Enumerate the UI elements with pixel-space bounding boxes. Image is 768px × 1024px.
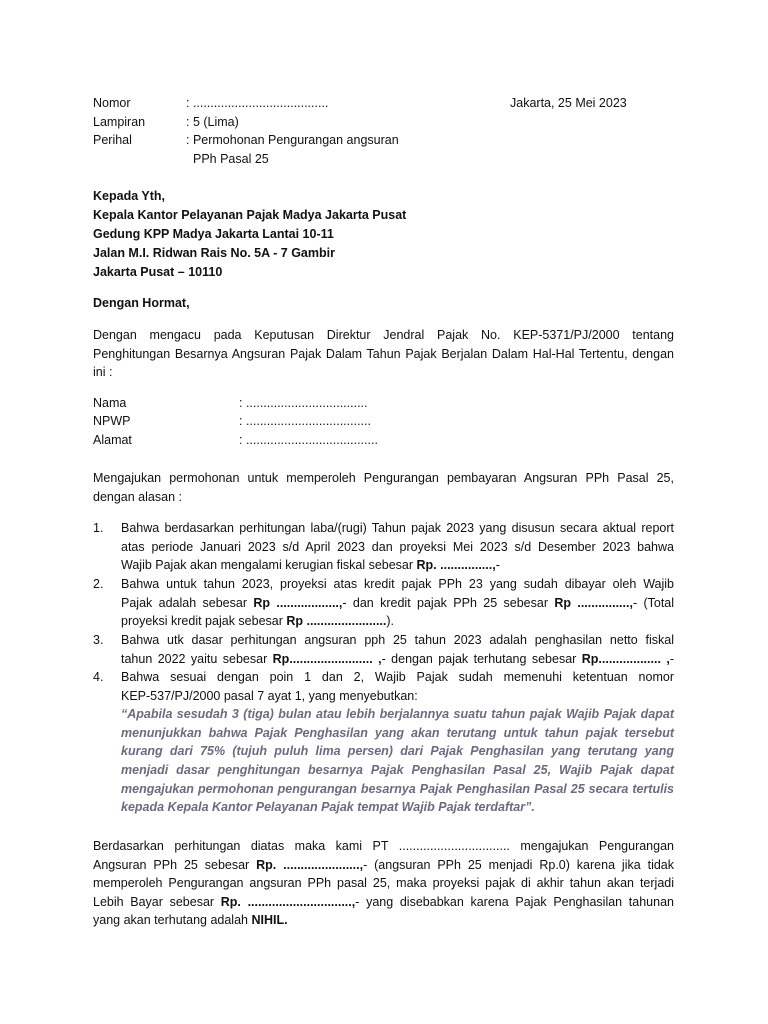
text: - xyxy=(669,651,674,666)
quote-line: “Apabila sesudah 3 (tiga) bulan atau lebih berjalannya suatu tahun pajak Wajib Pajak dapat xyxy=(121,707,674,722)
recipient-line: Kepala Kantor Pelayanan Pajak Madya Jakarta Pusat xyxy=(93,208,407,222)
intro-line: ini : xyxy=(93,365,113,380)
quote-line: menunjukkan bahwa Pajak Penghasilan yang akan terutang untuk tahun pajak tersebut xyxy=(121,725,674,740)
closing-line xyxy=(93,911,674,930)
closing-line xyxy=(93,893,674,912)
list-body xyxy=(121,575,674,631)
amount-blank: Rp .................., xyxy=(253,595,343,610)
reason-line: KEP-537/PJ/2000 pasal 7 ayat 1, yang menyebutkan: xyxy=(121,688,418,703)
quote-line: kepada Kepala Kantor Pelayanan Pajak tempat Wajib Pajak terdaftar”. xyxy=(121,800,535,815)
text: Lebih Bayar sebesar xyxy=(93,894,221,909)
text: Pajak adalah sebesar xyxy=(121,595,254,610)
field-value: : ...................................... xyxy=(239,433,378,447)
list-number: 3. xyxy=(93,633,104,647)
list-body xyxy=(121,631,674,668)
header-label: Nomor xyxy=(93,96,131,110)
field-label: NPWP xyxy=(93,414,131,428)
quote-line: kurang dari 75% (tujuh puluh lima persen) dari Pajak Penghasilan yang terutang yang xyxy=(121,744,674,759)
reason-line xyxy=(121,612,674,631)
header-value: : ....................................... xyxy=(186,96,329,110)
text: yang akan terhutang adalah xyxy=(93,913,252,928)
field-label: Nama xyxy=(93,396,127,410)
amount-blank: Rp........................ , xyxy=(272,651,382,666)
closing-line: memperoleh Pengurangan angsuran PPh pasal 25, maka proyeksi pajak di akhir tahun akan terjadi xyxy=(93,876,674,891)
reason-line: Bahwa berdasarkan perhitungan laba/(rugi) Tahun pajak 2023 yang disusun secara aktual report xyxy=(121,521,674,535)
text: ). xyxy=(386,614,395,629)
intro-line: Dengan mengacu pada Keputusan Direktur Jendral Pajak No. KEP-5371/PJ/2000 tentang xyxy=(93,328,674,342)
salutation: Dengan Hormat, xyxy=(93,296,190,310)
amount-blank: Rp. ......................, xyxy=(256,857,364,872)
reason-line xyxy=(121,556,674,575)
amount-blank: Rp. .............................., xyxy=(220,894,356,909)
request-line: Mengajukan permohonan untuk memperoleh Pengurangan pembayaran Angsuran PPh Pasal 25, xyxy=(93,471,674,485)
field-value: : ................................... xyxy=(239,396,368,410)
header-value: : 5 (Lima) xyxy=(186,115,239,129)
header-label: Perihal xyxy=(93,133,132,147)
intro-paragraph xyxy=(93,326,674,382)
list-number: 2. xyxy=(93,577,104,591)
closing-paragraph xyxy=(93,837,674,930)
recipient-line: Jakarta Pusat – 10110 xyxy=(93,265,223,279)
field-value: : .................................... xyxy=(239,414,371,428)
closing-line xyxy=(93,856,674,875)
amount-blank: Rp ....................... xyxy=(286,614,387,629)
text: - dengan pajak terhutang sebesar xyxy=(381,651,582,666)
amount-blank: Rp. ..............., xyxy=(416,558,496,573)
text: - xyxy=(495,558,500,573)
closing-line: Berdasarkan perhitungan diatas maka kami PT ................................ mengajukan Pengurangan xyxy=(93,839,674,853)
amount-blank: Rp ..............., xyxy=(554,595,633,610)
list-body xyxy=(121,668,674,817)
text: - (Total xyxy=(632,595,675,610)
text: - dan kredit pajak PPh 25 sebesar xyxy=(342,595,555,610)
text: Wajib Pajak akan mengalami kerugian fiskal sebesar xyxy=(121,558,417,573)
reason-line: atas periode Januari 2023 s/d April 2023 dan proyeksi Mei 2023 s/d Desember 2023 bahwa xyxy=(121,539,674,554)
reason-line xyxy=(121,594,674,613)
recipient-line: Kepada Yth, xyxy=(93,189,166,203)
nihil-text: NIHIL. xyxy=(251,913,288,928)
perihal-continuation: PPh Pasal 25 xyxy=(193,152,269,166)
header-value: : Permohonan Pengurangan angsuran xyxy=(186,133,399,147)
recipient-line: Gedung KPP Madya Jakarta Lantai 10-11 xyxy=(93,227,334,241)
request-line: dengan alasan : xyxy=(93,489,182,504)
text: - yang disebabkan karena Pajak Penghasilan tahunan xyxy=(355,894,674,909)
recipient-line: Jalan M.I. Ridwan Rais No. 5A - 7 Gambir xyxy=(93,246,335,260)
reason-line xyxy=(121,650,674,669)
quote-line: mengajukan permohonan pengurangan besarnya Pajak Penghasilan Pasal 25 secara tertulis xyxy=(121,781,674,796)
reason-line: Bahwa sesuai dengan poin 1 dan 2, Wajib Pajak sudah memenuhi ketentuan nomor xyxy=(121,670,674,684)
list-body xyxy=(121,519,674,575)
quote-line: menjadi dasar penghitungan besarnya Pajak Penghasilan Pasal 25, Wajib Pajak dapat xyxy=(121,762,674,777)
text: tahun 2022 yaitu sebesar xyxy=(121,651,273,666)
text: - (angsuran PPh 25 menjadi Rp.0) karena jika tidak xyxy=(363,857,674,872)
text: proyeksi kredit pajak sebesar xyxy=(121,614,287,629)
intro-line: Penghitungan Besarnya Angsuran Pajak Dalam Tahun Pajak Berjalan Dalam Hal-Hal Tertentu, dengan xyxy=(93,346,674,361)
place-date: Jakarta, 25 Mei 2023 xyxy=(510,96,627,110)
reason-line: Bahwa untuk tahun 2023, proyeksi atas kredit pajak PPh 23 yang sudah dibayar oleh Wajib xyxy=(121,577,674,591)
amount-blank: Rp.................. , xyxy=(581,651,670,666)
header-label: Lampiran xyxy=(93,115,146,129)
text: Angsuran PPh 25 sebesar xyxy=(93,857,257,872)
request-paragraph xyxy=(93,469,674,506)
list-number: 4. xyxy=(93,670,104,684)
reason-line: Bahwa utk dasar perhitungan angsuran pph 25 tahun 2023 adalah penghasilan netto fiskal xyxy=(121,633,674,647)
field-label: Alamat xyxy=(93,433,132,447)
list-number: 1. xyxy=(93,521,104,535)
